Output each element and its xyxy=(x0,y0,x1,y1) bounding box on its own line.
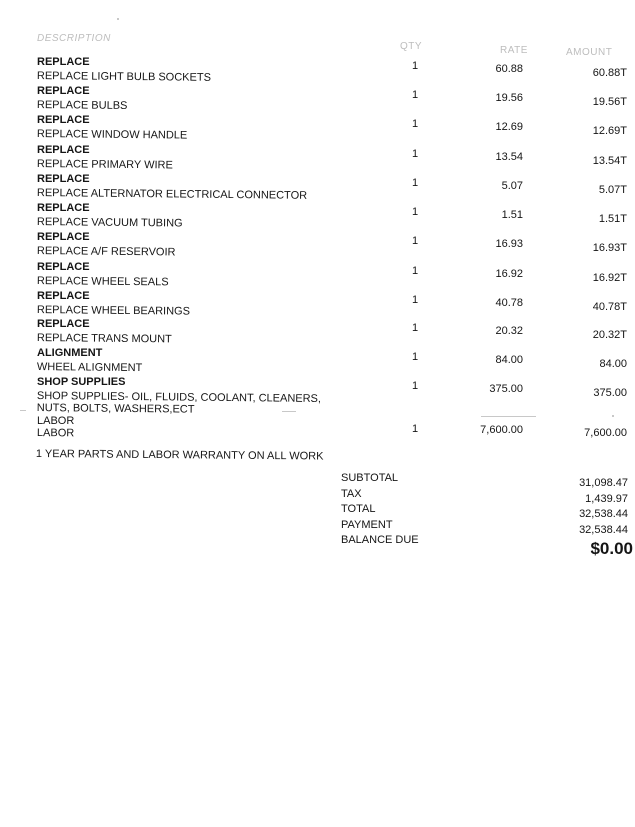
line-item xyxy=(0,114,635,143)
item-rate: 60.88 xyxy=(495,63,523,75)
column-header-amount: AMOUNT xyxy=(566,47,613,58)
item-amount: 40.78T xyxy=(592,301,627,313)
item-qty: 1 xyxy=(412,206,419,218)
item-description: REPLACE A/F RESERVOIR xyxy=(36,245,176,259)
item-title: REPLACE xyxy=(37,290,90,302)
item-rate: 84.00 xyxy=(495,354,523,366)
tax-label: TAX xyxy=(341,487,362,500)
item-qty: 1 xyxy=(412,351,419,363)
subtotal-row xyxy=(341,472,628,488)
item-title: REPLACE xyxy=(37,56,90,68)
item-amount: 12.69T xyxy=(592,125,627,137)
item-amount: 84.00 xyxy=(599,358,627,370)
item-amount: 16.92T xyxy=(592,272,627,284)
line-item xyxy=(0,318,635,347)
item-description: REPLACE BULBS xyxy=(36,99,128,112)
payment-value: 32,538.44 xyxy=(579,523,628,536)
item-title: REPLACE xyxy=(37,231,90,243)
item-title: REPLACE xyxy=(37,318,90,330)
item-amount: 60.88T xyxy=(592,67,627,79)
subtotal-value: 31,098.47 xyxy=(579,477,628,489)
item-title: REPLACE xyxy=(37,114,90,126)
item-title: REPLACE xyxy=(37,144,90,156)
column-header-rate: RATE xyxy=(500,45,528,56)
item-amount: 375.00 xyxy=(593,387,627,399)
line-item xyxy=(0,376,635,416)
line-item xyxy=(0,85,635,114)
item-qty: 1 xyxy=(412,322,419,334)
item-rate: 16.92 xyxy=(495,268,523,280)
item-title: REPLACE xyxy=(37,85,90,97)
item-amount: 13.54T xyxy=(592,155,627,167)
line-item xyxy=(0,202,635,231)
scan-speck xyxy=(117,18,119,20)
item-amount: 20.32T xyxy=(592,329,627,341)
item-description: LABOR xyxy=(36,427,75,440)
item-qty: 1 xyxy=(412,118,419,130)
line-item xyxy=(0,261,635,290)
item-title: SHOP SUPPLIES xyxy=(37,376,126,388)
item-description: SHOP SUPPLIES- OIL, FLUIDS, COOLANT, CLEANERS, NUTS, BOLTS, WASHERS,ECT xyxy=(36,390,322,416)
item-rate: 5.07 xyxy=(501,180,523,192)
item-amount: 19.56T xyxy=(592,96,627,108)
item-description: REPLACE WINDOW HANDLE xyxy=(36,128,188,142)
item-qty: 1 xyxy=(412,265,419,277)
payment-label: PAYMENT xyxy=(341,518,393,531)
tax-value: 1,439.97 xyxy=(585,492,628,505)
item-rate: 16.93 xyxy=(495,238,523,250)
item-description: WHEEL ALIGNMENT xyxy=(36,361,143,375)
tax-row xyxy=(341,488,628,504)
item-qty: 1 xyxy=(412,235,419,247)
item-rate: 375.00 xyxy=(489,383,523,395)
total-label: TOTAL xyxy=(341,503,376,515)
item-amount: 16.93T xyxy=(592,242,627,254)
line-item xyxy=(0,290,635,319)
item-amount: 5.07T xyxy=(598,184,627,196)
warranty-note: 1 YEAR PARTS AND LABOR WARRANTY ON ALL WORK xyxy=(35,448,324,463)
total-row xyxy=(341,503,628,519)
item-qty: 1 xyxy=(412,177,419,189)
item-title: ALIGNMENT xyxy=(37,347,103,359)
line-item xyxy=(0,56,635,85)
line-item xyxy=(0,231,635,260)
item-title: REPLACE xyxy=(37,202,90,214)
item-title: REPLACE xyxy=(37,173,90,185)
item-description: REPLACE TRANS MOUNT xyxy=(36,332,172,346)
item-qty: 1 xyxy=(412,423,419,435)
item-rate: 13.54 xyxy=(495,151,523,163)
scan-speck xyxy=(20,410,26,411)
item-description: REPLACE WHEEL BEARINGS xyxy=(36,304,191,318)
line-item xyxy=(0,173,635,202)
item-rate: 1.51 xyxy=(501,209,523,221)
balance-row xyxy=(341,534,628,550)
total-value: 32,538.44 xyxy=(579,508,628,520)
item-rate: 40.78 xyxy=(495,297,523,309)
item-amount: 7,600.00 xyxy=(584,427,627,439)
item-title: REPLACE xyxy=(37,261,90,273)
item-description: REPLACE VACUUM TUBING xyxy=(36,216,183,230)
column-header-description: DESCRIPTION xyxy=(37,33,111,44)
item-description: REPLACE LIGHT BULB SOCKETS xyxy=(36,70,212,84)
item-qty: 1 xyxy=(412,89,419,101)
item-rate: 19.56 xyxy=(495,92,523,104)
item-qty: 1 xyxy=(412,60,419,72)
line-item xyxy=(0,415,635,444)
scan-speck xyxy=(282,411,296,412)
item-amount: 1.51T xyxy=(598,213,627,225)
subtotal-label: SUBTOTAL xyxy=(341,472,399,484)
line-item xyxy=(0,347,635,376)
item-qty: 1 xyxy=(412,380,419,392)
line-item xyxy=(0,144,635,173)
item-title: LABOR xyxy=(37,415,75,427)
item-description: REPLACE PRIMARY WIRE xyxy=(36,158,173,172)
scan-speck xyxy=(612,415,614,417)
totals-block xyxy=(341,472,628,550)
column-header-qty: QTY xyxy=(400,41,423,52)
balance-due-value: $0.00 xyxy=(590,539,633,558)
item-rate: 7,600.00 xyxy=(480,424,523,436)
item-qty: 1 xyxy=(412,148,419,160)
item-description: REPLACE WHEEL SEALS xyxy=(36,275,169,289)
scan-speck xyxy=(481,416,536,417)
item-rate: 20.32 xyxy=(495,325,523,337)
item-qty: 1 xyxy=(412,294,419,306)
balance-due-label: BALANCE DUE xyxy=(341,534,419,546)
payment-row xyxy=(341,519,628,535)
item-rate: 12.69 xyxy=(495,121,523,133)
item-description: REPLACE ALTERNATOR ELECTRICAL CONNECTOR xyxy=(36,187,308,202)
